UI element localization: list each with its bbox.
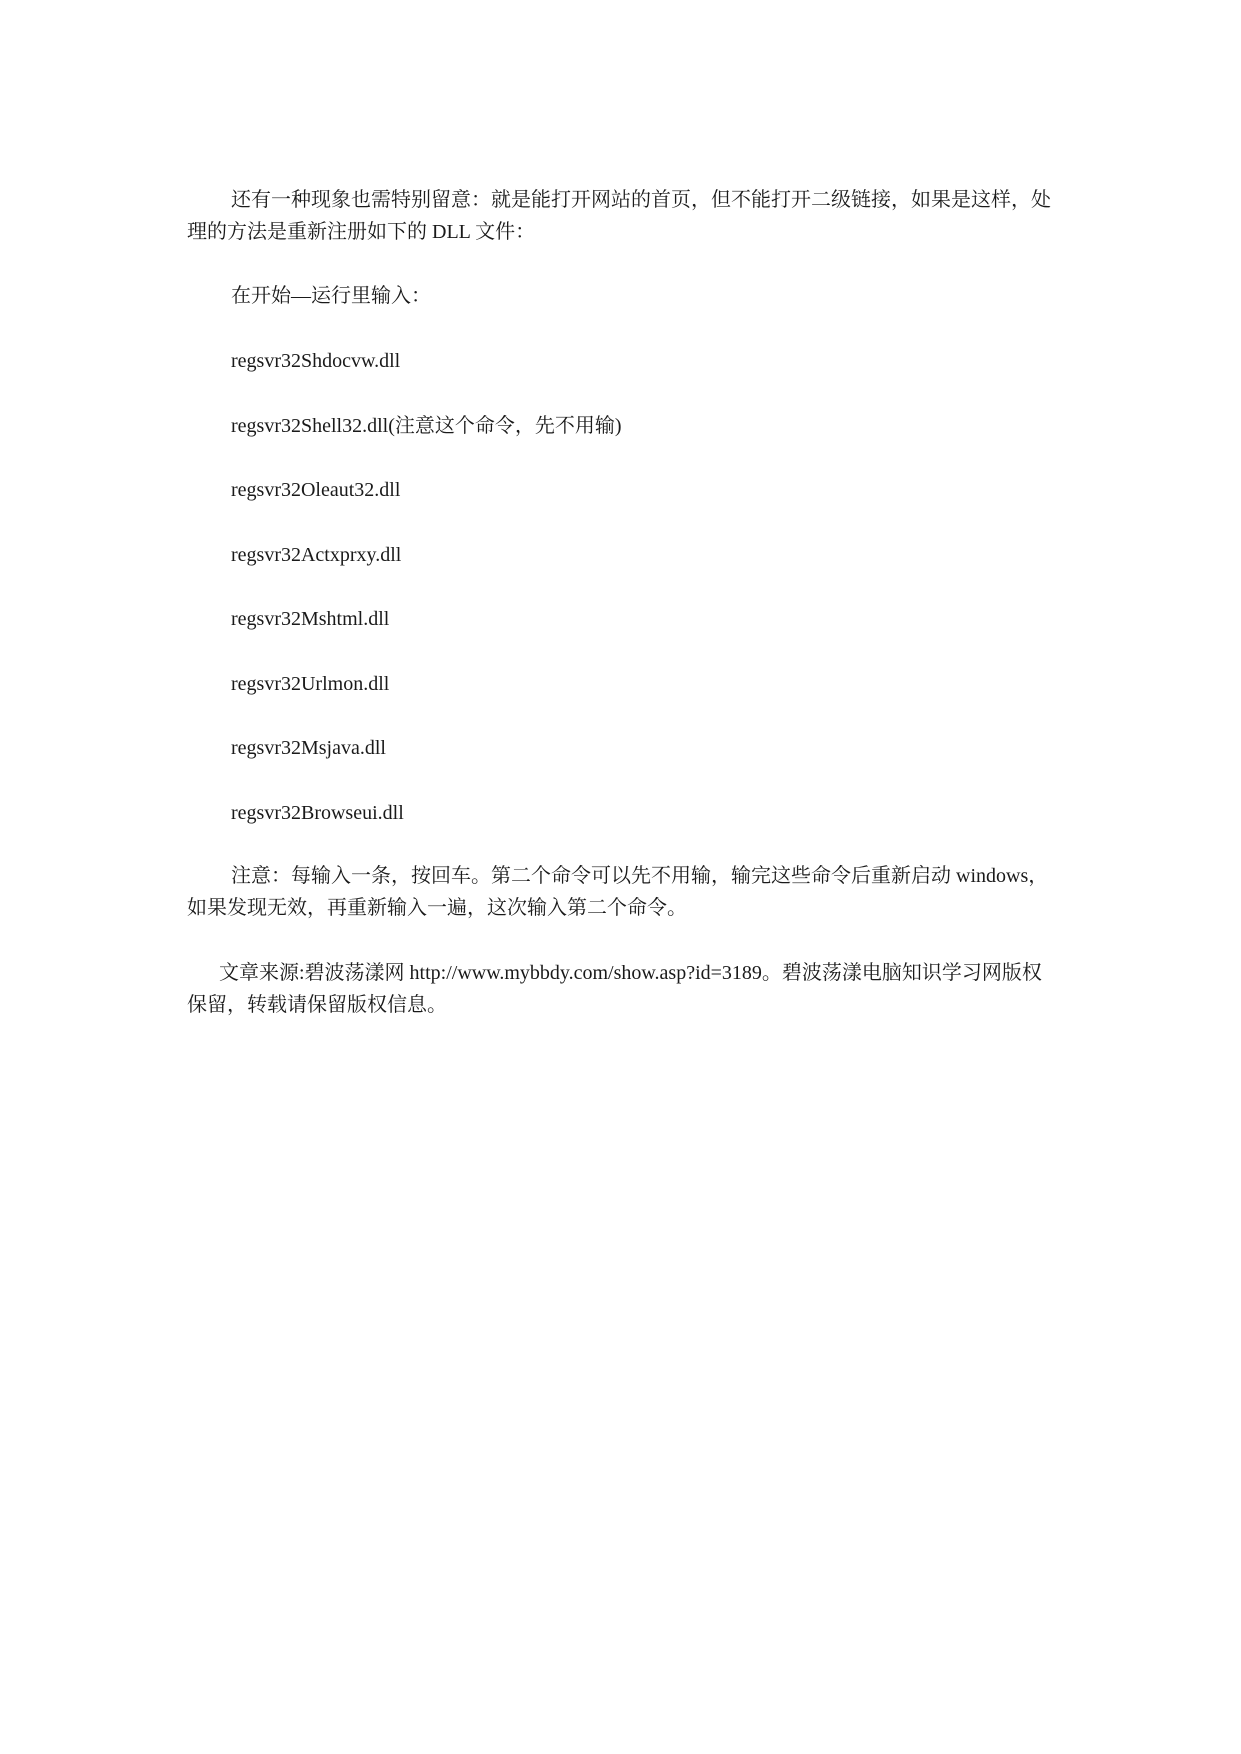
command-line: regsvr32Mshtml.dll bbox=[231, 608, 390, 630]
intro-paragraph: 还有一种现象也需特别留意：就是能打开网站的首页，但不能打开二级链接，如果是这样，处理的方法是重新注册如下的 DLL 文件： bbox=[187, 189, 1051, 243]
command-line: regsvr32Actxprxy.dll bbox=[231, 544, 402, 566]
command-line: regsvr32Urlmon.dll bbox=[231, 673, 390, 695]
note-paragraph: 注意：每输入一条，按回车。第二个命令可以先不用输，输完这些命令后重新启动 windows，如果发现无效，再重新输入一遍，这次输入第二个命令。 bbox=[187, 865, 1049, 919]
instruction-paragraph: 在开始—运行里输入： bbox=[231, 285, 431, 307]
command-line: regsvr32Msjava.dll bbox=[231, 737, 386, 759]
command-line: regsvr32Shell32.dll(注意这个命令，先不用输) bbox=[231, 415, 622, 437]
command-line: regsvr32Oleaut32.dll bbox=[231, 479, 401, 501]
source-paragraph: 文章来源:碧波荡漾网 http://www.mybbdy.com/show.asp?id=3189。碧波荡漾电脑知识学习网版权保留，转载请保留版权信息。 bbox=[187, 962, 1042, 1016]
command-line: regsvr32Shdocvw.dll bbox=[231, 350, 401, 372]
command-line: regsvr32Browseui.dll bbox=[231, 802, 404, 824]
